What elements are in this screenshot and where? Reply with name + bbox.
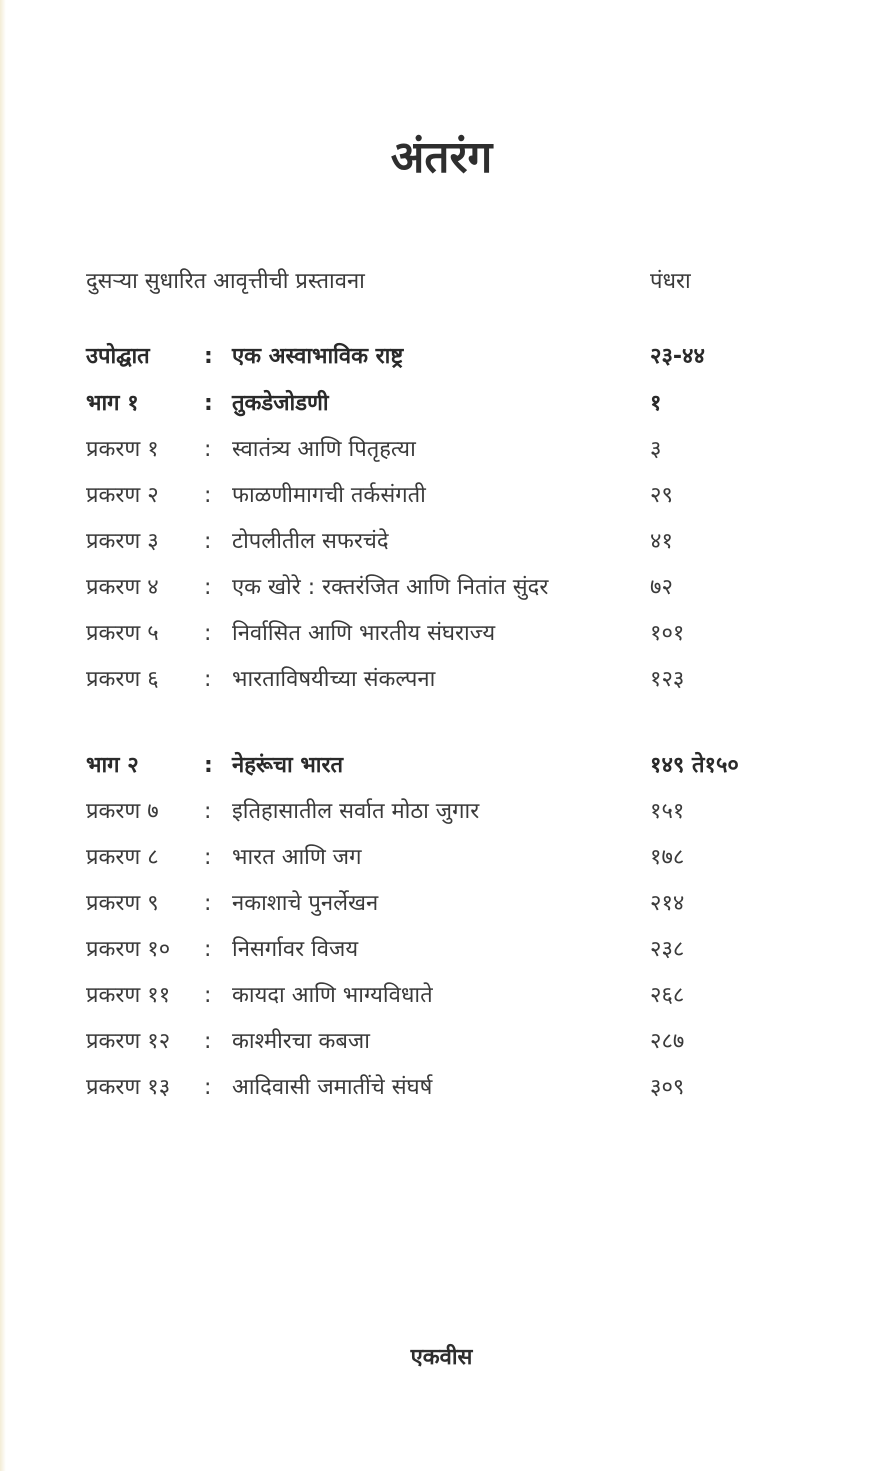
entry-separator: :: [204, 391, 213, 416]
preface-row: [0, 262, 883, 302]
entry-title: एक खोरे : रक्तरंजित आणि नितांत सुंदर: [232, 575, 549, 600]
entry-page-number: २१४: [650, 891, 685, 916]
entry-page-number: ७२: [650, 575, 673, 600]
entry-label: प्रकरण ५: [86, 621, 159, 646]
preface-page-number: पंधरा: [650, 269, 691, 294]
entry-page-number: २८७: [650, 1029, 685, 1054]
entry-label: प्रकरण ८: [86, 845, 159, 870]
entry-separator: :: [204, 753, 213, 778]
entry-title: एक अस्वाभाविक राष्ट्र: [232, 344, 404, 369]
chapter-row: [0, 1022, 883, 1062]
entry-title: भारताविषयीच्या संकल्पना: [232, 667, 436, 692]
entry-title: टोपलीतील सफरचंदे: [232, 529, 389, 554]
entry-separator: :: [204, 344, 213, 369]
entry-page-number: १: [650, 391, 662, 416]
section-row: [0, 337, 883, 377]
section-row: [0, 746, 883, 786]
entry-label: प्रकरण ६: [86, 667, 159, 692]
entry-label: प्रकरण १३: [86, 1075, 171, 1100]
entry-separator: :: [204, 483, 212, 508]
chapter-row: [0, 838, 883, 878]
entry-separator: :: [204, 799, 212, 824]
entry-page-number: २६८: [650, 983, 685, 1008]
entry-separator: :: [204, 1029, 212, 1054]
entry-label: प्रकरण ९: [86, 891, 159, 916]
entry-page-number: २९: [650, 483, 673, 508]
entry-title: फाळणीमागची तर्कसंगती: [232, 483, 426, 508]
entry-title: स्वातंत्र्य आणि पितृहत्या: [232, 437, 416, 462]
chapter-row: [0, 568, 883, 608]
chapter-row: [0, 884, 883, 924]
entry-page-number: ४१: [650, 529, 673, 554]
entry-title: नेहरूंचा भारत: [232, 753, 344, 778]
entry-label: प्रकरण १: [86, 437, 159, 462]
entry-page-number: १५१: [650, 799, 685, 824]
entry-separator: :: [204, 891, 212, 916]
entry-page-number: १४९ ते१५०: [650, 753, 739, 778]
page-number-footer: एकवीस: [410, 1345, 473, 1370]
entry-label: प्रकरण ३: [86, 529, 159, 554]
entry-title: इतिहासातील सर्वात मोठा जुगार: [232, 799, 480, 824]
chapter-row: [0, 660, 883, 700]
entry-label: प्रकरण ७: [86, 799, 159, 824]
chapter-row: [0, 792, 883, 832]
entry-separator: :: [204, 983, 212, 1008]
chapter-row: [0, 976, 883, 1016]
entry-page-number: ३: [650, 437, 662, 462]
entry-separator: :: [204, 437, 212, 462]
entry-separator: :: [204, 575, 212, 600]
entry-page-number: १२३: [650, 667, 685, 692]
entry-title: भारत आणि जग: [232, 845, 362, 870]
entry-title: काश्मीरचा कबजा: [232, 1029, 370, 1054]
entry-separator: :: [204, 845, 212, 870]
entry-separator: :: [204, 667, 212, 692]
entry-page-number: २३-४४: [650, 344, 705, 369]
entry-title: निसर्गावर विजय: [232, 937, 359, 962]
entry-label: प्रकरण २: [86, 483, 159, 508]
entry-separator: :: [204, 937, 212, 962]
entry-title: तुकडेजोडणी: [232, 391, 329, 416]
entry-page-number: १०१: [650, 621, 685, 646]
entry-title: कायदा आणि भाग्यविधाते: [232, 983, 433, 1008]
entry-label: उपोद्घात: [86, 344, 150, 369]
entry-title: नकाशाचे पुनर्लेखन: [232, 891, 379, 916]
chapter-row: [0, 476, 883, 516]
entry-page-number: १७८: [650, 845, 685, 870]
page-title: अंतरंग: [390, 132, 493, 183]
entry-page-number: २३८: [650, 937, 685, 962]
section-row: [0, 384, 883, 424]
chapter-row: [0, 614, 883, 654]
entry-separator: :: [204, 621, 212, 646]
entry-label: प्रकरण ११: [86, 983, 171, 1008]
entry-title: निर्वासित आणि भारतीय संघराज्य: [232, 621, 496, 646]
entry-title: आदिवासी जमातींचे संघर्ष: [232, 1075, 433, 1100]
entry-label: प्रकरण ४: [86, 575, 159, 600]
preface-title: दुसऱ्या सुधारित आवृत्तीची प्रस्तावना: [86, 269, 365, 294]
page-edge-shadow: [0, 0, 6, 1471]
entry-separator: :: [204, 529, 212, 554]
chapter-row: [0, 930, 883, 970]
entry-label: प्रकरण १०: [86, 937, 171, 962]
entry-label: प्रकरण १२: [86, 1029, 171, 1054]
chapter-row: [0, 1068, 883, 1108]
entry-label: भाग २: [86, 753, 139, 778]
entry-separator: :: [204, 1075, 212, 1100]
entry-label: भाग १: [86, 391, 139, 416]
chapter-row: [0, 430, 883, 470]
chapter-row: [0, 522, 883, 562]
entry-page-number: ३०९: [650, 1075, 685, 1100]
